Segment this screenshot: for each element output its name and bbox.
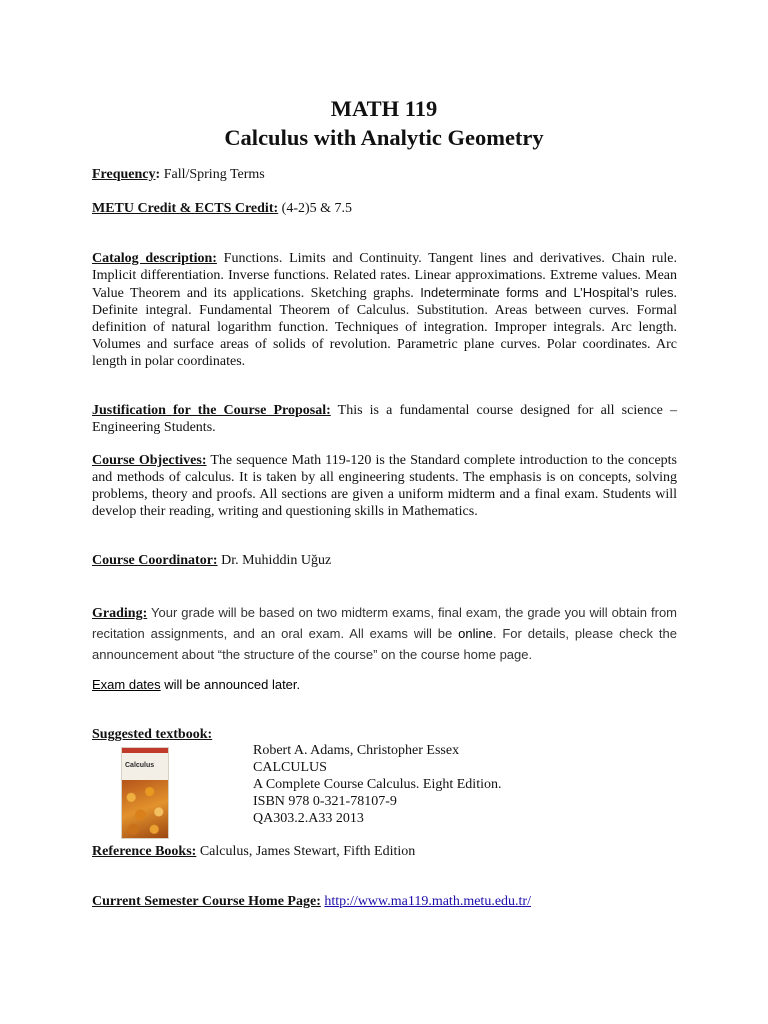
catalog-label: Catalog description:: [92, 251, 217, 266]
grading-text-b: . For details, please check the announcement about “the structure of the course” on the course home page.: [92, 626, 678, 662]
textbook-title: CALCULUS: [253, 760, 327, 775]
cover-bar: [122, 748, 168, 753]
catalog-text-b: . Definite integral. Fundamental Theorem of Calculus. Substitution. Areas between curves. Formal definition of natural logarithm function. Techniques of integration. Improper integrals. Arc length. Volumes and surface areas of solids of revolution. Parametric plane curves. Polar coordinates. Arc length in polar coordinates.: [92, 286, 678, 369]
reference-value: Calculus, James Stewart, Fifth Edition: [196, 844, 416, 859]
credit-value: (4-2)5 & 7.5: [278, 201, 353, 216]
credit-label: METU Credit & ECTS Credit:: [92, 201, 279, 216]
coordinator-section: [92, 552, 677, 569]
catalog-section: [92, 250, 677, 370]
catalog-text-a: Functions. Limits and Continuity. Tangent lines and derivatives. Chain rule. Implicit differentiation. Inverse functions. Related rates. Linear approximations. Extreme values. Mean Value Theorem and its applications. Sketching graphs.: [92, 251, 677, 301]
grading-text-a: Your grade will be based on two midterm exams, final exam, the grade you will obtain from recitation assignments, and an oral exam. All exams will be: [92, 605, 677, 641]
coordinator-label: Course Coordinator:: [92, 553, 218, 568]
page-title: [0, 94, 768, 152]
cover-honeycomb-image: [122, 780, 168, 838]
textbook-cover-image: [121, 747, 169, 839]
frequency-value: Fall/Spring Terms: [160, 167, 265, 182]
homepage-link[interactable]: http://www.ma119.math.metu.edu.tr/: [324, 894, 531, 909]
coordinator-value: Dr. Muhiddin Uğuz: [217, 553, 332, 568]
exam-dates-link[interactable]: Exam dates: [92, 677, 161, 692]
textbook-section: [92, 726, 677, 743]
textbook-info: [253, 742, 501, 827]
frequency-colon: :: [155, 167, 161, 182]
textbook-authors: Robert A. Adams, Christopher Essex: [253, 743, 460, 758]
frequency-label: Frequency: [92, 167, 156, 182]
credit-section: [92, 200, 677, 217]
objectives-label: Course Objectives:: [92, 453, 207, 468]
objectives-text: The sequence Math 119-120 is the Standard complete introduction to the concepts and methods of calculus. It is taken by all engineering students. The emphasis is on concepts, solving problems, theory and proofs. All sections are given a uniform midterm and a final exam. Students will develop their reading, writing and questioning skills in Mathematics.: [92, 453, 678, 519]
grading-online: online: [458, 626, 493, 641]
cover-title: Calculus: [125, 762, 155, 769]
grading-section: [92, 603, 677, 666]
catalog-text-sans: Indeterminate forms and L’Hospital’s rules: [420, 285, 674, 300]
course-code: MATH 119: [330, 96, 438, 121]
justification-text: This is a fundamental course designed for all science – Engineering Students.: [92, 403, 678, 435]
homepage-section: [92, 893, 677, 910]
homepage-label: Current Semester Course Home Page:: [92, 894, 321, 909]
reference-section: [92, 843, 677, 860]
course-name: Calculus with Analytic Geometry: [224, 125, 544, 150]
reference-label: Reference Books:: [92, 844, 197, 859]
justification-section: [92, 402, 677, 436]
frequency-section: [92, 166, 677, 183]
grading-label: Grading:: [92, 606, 148, 621]
textbook-call-number: QA303.2.A33 2013: [253, 811, 364, 826]
exam-dates-section: [92, 676, 677, 694]
justification-label: Justification for the Course Proposal:: [92, 403, 331, 418]
exam-dates-text: will be announced later.: [160, 677, 301, 692]
textbook-edition: A Complete Course Calculus. Eight Edition.: [253, 777, 502, 792]
textbook-label: Suggested textbook:: [92, 727, 213, 742]
objectives-section: [92, 452, 677, 520]
textbook-isbn: ISBN 978 0-321-78107-9: [253, 794, 397, 809]
